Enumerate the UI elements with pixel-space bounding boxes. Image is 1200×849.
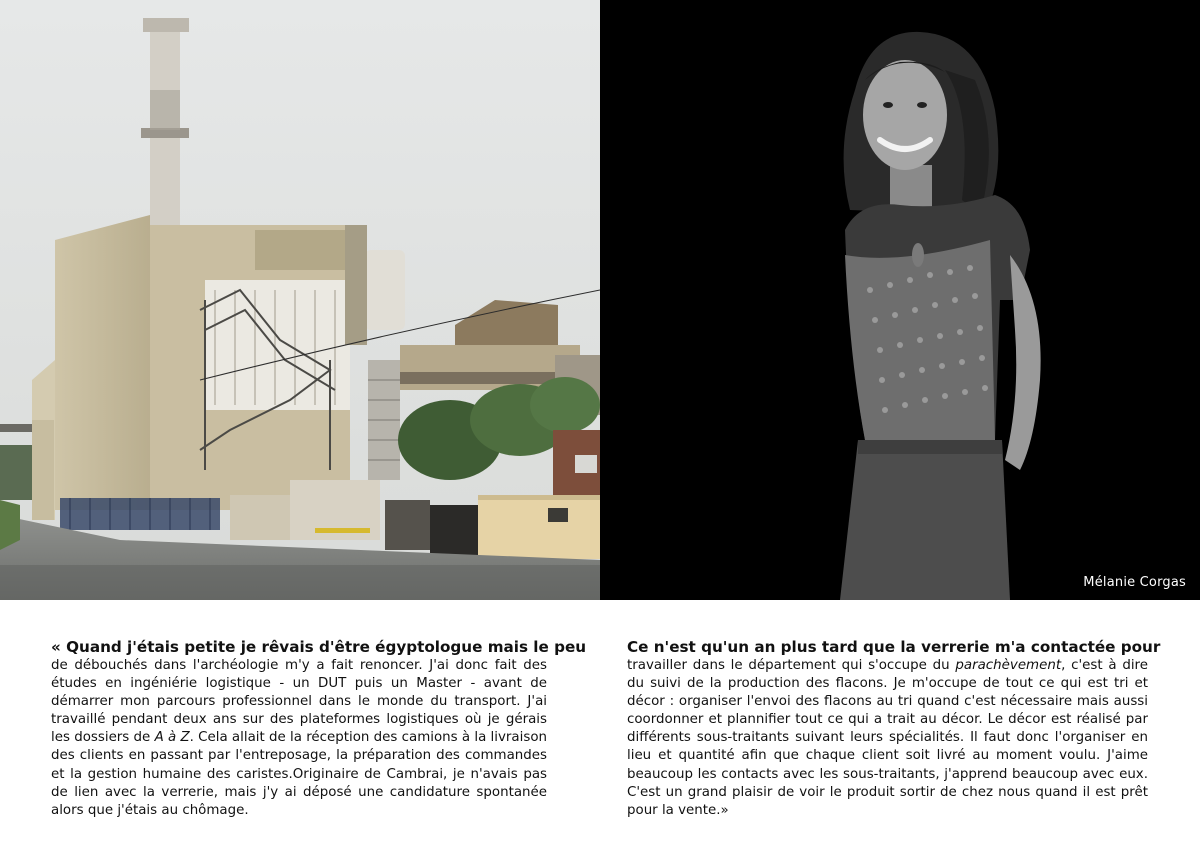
body-text-left-a: de débouchés dans l'archéologie m'y a fait renoncer. J'ai donc fait des études en ingéniérie logistique - un DUT puis un Master - avant de démarrer mon parcours professionnel dans le monde du transport. J'ai travaillé pendant deux ans sur des plateformes logistiques où je gérais les dossiers de [51,658,547,746]
body-emphasis-right: parachèvement [955,658,1062,673]
photo-caption: Mélanie Corgas [1083,575,1186,590]
body-text-right-a: travailler dans le département qui s'occupe du [627,658,956,673]
body-text-right-b: , c'est à dire du suivi de la production des flacons. Je m'occupe de tout ce qui est tri et décor : organiser l'envoi des flacons au tri quand c'est nécessaire mais aussi coordonner et plannifier tout ce qui a trait au décor. Le décor est réalisé par différents sous-traitants suivant leurs spécialités. Il faut donc l'organiser en lieu et quantité afin que chaque client soit livré au moment voulu. J'aime beaucoup les contacts avec les sous-traitants, j'apprend beaucoup avec eux. C'est un grand plaisir de voir le produit sortir de chez nous quand il est prêt pour la vente.» [627,658,1148,818]
portrait-illustration [600,0,1200,600]
body-text-left-b: . Cela allait de la réception des camions à la livraison des clients en passant par l'entreposage, la préparation des commandes et la gestion humaine des caristes.Originaire de Cambrai, je n'avais pas de lien avec la verrerie, mais j'y ai déposé une candidature spontanée alors que j'étais au chômage. [51,730,548,818]
portrait-photo [600,0,1200,600]
article-body-right [627,657,1148,820]
article-column-right [627,638,1161,820]
article-column-left [51,638,587,820]
body-emphasis-left: A à Z [154,730,190,746]
lead-sentence-left: « Quand j'étais petite je rêvais d'être égyptologue mais le peu [51,638,587,656]
factory-photo [0,0,600,600]
factory-illustration [0,0,600,600]
article-body-left [51,657,547,820]
lead-sentence-right: Ce n'est qu'un an plus tard que la verrerie m'a contactée pour [627,638,1161,656]
